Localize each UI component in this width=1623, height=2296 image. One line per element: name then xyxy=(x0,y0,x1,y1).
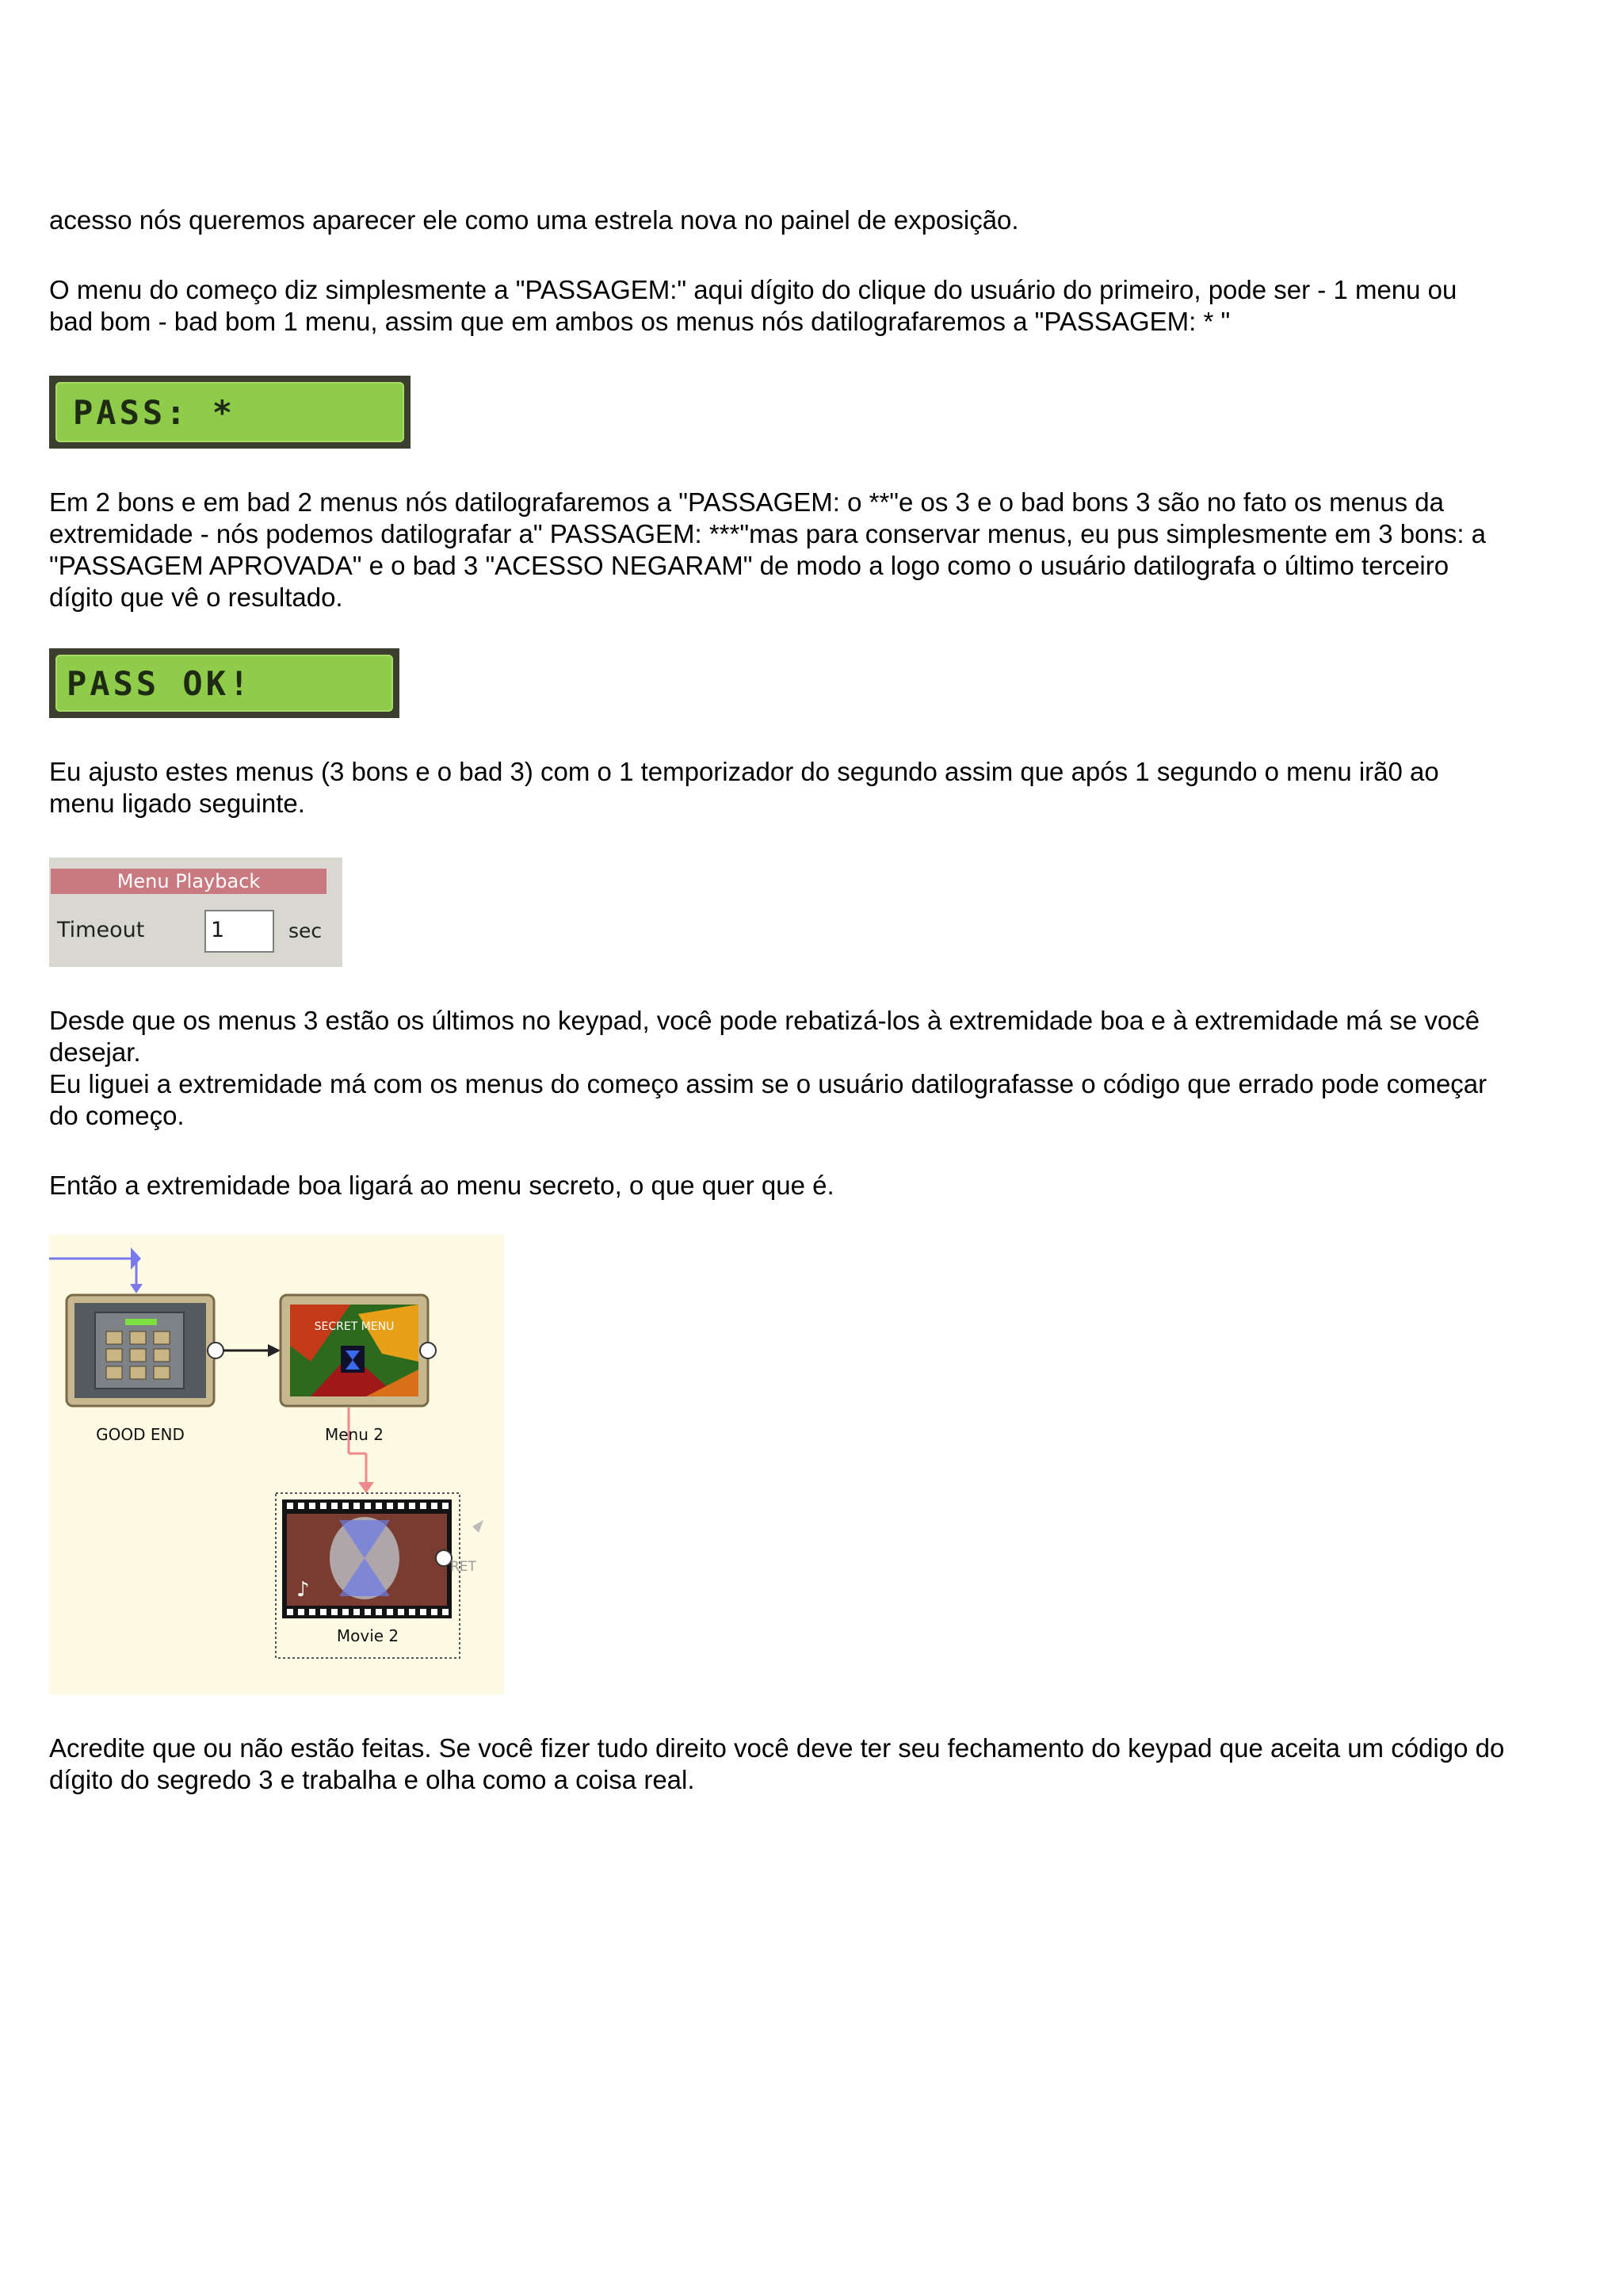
paragraph-4 xyxy=(49,756,1579,819)
paragraph-2 xyxy=(49,274,1579,338)
text-line: Desde que os menus 3 estão os últimos no keypad, você pode rebatizá-los à extremidade boa e à extremidade má se você xyxy=(49,1006,1480,1035)
menu-flow-diagram xyxy=(49,1235,504,1694)
text-line: Eu ajusto estes menus (3 bons e o bad 3) com o 1 temporizador do segundo assim que após 1 segundo o menu irã0 ao xyxy=(49,757,1439,786)
link-arrow-pink xyxy=(349,1408,374,1493)
text-line: desejar. xyxy=(49,1037,141,1067)
timeout-unit: sec xyxy=(288,919,323,942)
text-line: "PASSAGEM APROVADA" e o bad 3 "ACESSO NEGARAM" de modo a logo como o usuário datilografa o último terceiro xyxy=(49,551,1449,580)
return-link-label: RET xyxy=(450,1559,476,1575)
lcd-text: PASS OK! xyxy=(55,655,393,712)
text-line: O menu do começo diz simplesmente a "PASSAGEM:" aqui dígito do clique do usuário do primeiro, pode ser - 1 menu ou xyxy=(49,275,1457,304)
good-end-label: GOOD END xyxy=(96,1425,185,1444)
timeout-label: Timeout xyxy=(57,918,145,942)
text-line: Então a extremidade boa ligará ao menu secreto, o que quer que é. xyxy=(49,1171,834,1200)
link-arrow xyxy=(223,1344,281,1357)
text-line: dígito que vê o resultado. xyxy=(49,583,343,612)
text-line: Eu liguei a extremidade má com os menus do começo assim se o usuário datilografasse o código que errado pode começar xyxy=(49,1069,1487,1098)
return-arrow-icon xyxy=(472,1520,483,1533)
good-end-node[interactable] xyxy=(67,1295,223,1406)
lcd-display-pass-ok xyxy=(49,648,399,718)
flow-canvas xyxy=(49,1235,504,1694)
paragraph-7 xyxy=(49,1733,1579,1796)
paragraph-6 xyxy=(49,1170,1579,1201)
paragraph-5 xyxy=(49,1005,1579,1132)
text-line: extremidade - nós podemos datilografar a" PASSAGEM: ***"mas para conservar menus, eu pus simplesmente em 3 bons: a xyxy=(49,519,1487,548)
timeout-input[interactable]: 1 xyxy=(204,910,274,953)
text-line: acesso nós queremos aparecer ele como uma estrela nova no painel de exposição. xyxy=(49,205,1019,235)
music-note-icon: ♪ xyxy=(296,1578,310,1602)
menu-2-label: Menu 2 xyxy=(325,1425,384,1444)
incoming-link-arrow xyxy=(49,1247,143,1293)
paragraph-3 xyxy=(49,487,1579,613)
text-line: bad bom - bad bom 1 menu, assim que em ambos os menus nós datilografaremos a "PASSAGEM: * " xyxy=(49,307,1231,336)
text-line: do começo. xyxy=(49,1101,185,1130)
text-line: Em 2 bons e em bad 2 menus nós datilografaremos a "PASSAGEM: o **"e os 3 e o bad bons 3 são no fato os menus da xyxy=(49,487,1445,517)
text-line: dígito do segredo 3 e trabalha e olha como a coisa real. xyxy=(49,1765,695,1794)
lcd-display-pass xyxy=(49,376,411,449)
panel-header: Menu Playback xyxy=(51,869,327,894)
text-line: Acredite que ou não estão feitas. Se você fizer tudo direito você deve ter seu fechamento do keypad que aceita um código do xyxy=(49,1733,1505,1763)
text-line: menu ligado seguinte. xyxy=(49,789,305,818)
menu-2-node[interactable] xyxy=(281,1295,436,1406)
lcd-text: PASS: * xyxy=(55,382,404,442)
menu-playback-panel xyxy=(49,858,342,967)
movie-2-label: Movie 2 xyxy=(336,1626,399,1645)
paragraph-1 xyxy=(49,204,1579,236)
menu-2-thumbnail-caption: SECRET MENU xyxy=(314,1320,395,1333)
